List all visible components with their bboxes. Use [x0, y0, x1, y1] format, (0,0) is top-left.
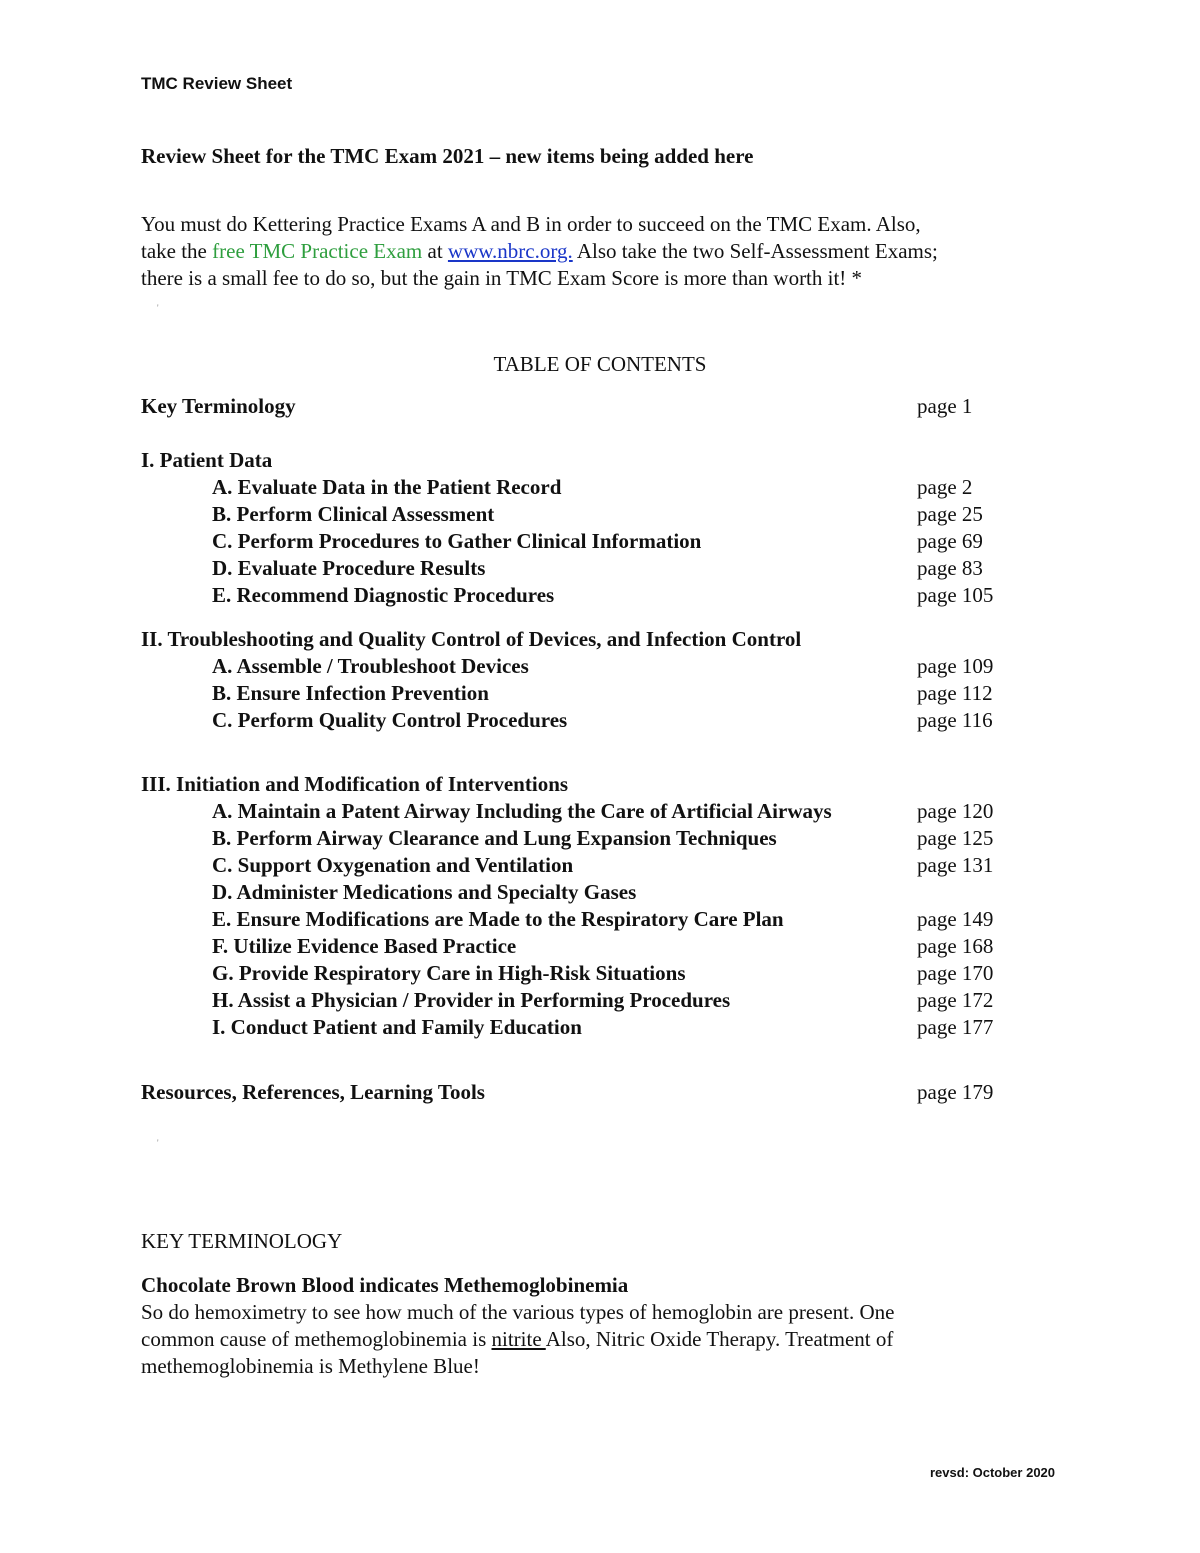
intro-line-2-post: Also take the two Self-Assessment Exams;	[572, 239, 938, 263]
toc-section-2	[0, 627, 1200, 654]
toc-label: C. Support Oxygenation and Ventilation	[212, 853, 574, 877]
intro-line-2-pre: take the	[141, 239, 213, 263]
toc-label: F. Utilize Evidence Based Practice	[212, 934, 517, 958]
page-header: TMC Review Sheet	[141, 74, 293, 93]
toc-row[interactable]	[0, 529, 1200, 556]
toc-label: D. Evaluate Procedure Results	[212, 556, 486, 580]
toc-label: G. Provide Respiratory Care in High-Risk Situations	[212, 961, 686, 985]
toc-row[interactable]	[0, 708, 1200, 735]
anchor-mark-1: '	[157, 303, 159, 313]
free-practice-exam-text: free TMC Practice Exam	[212, 239, 423, 263]
toc-page: page 125	[917, 826, 994, 850]
toc-row[interactable]	[0, 853, 1200, 880]
toc-section-label: III. Initiation and Modification of Interventions	[141, 772, 569, 796]
term-line-3: methemoglobinemia is Methylene Blue!	[141, 1354, 480, 1378]
term-title: Chocolate Brown Blood indicates Methemoglobinemia	[141, 1273, 629, 1297]
toc-row[interactable]	[0, 654, 1200, 681]
toc-row[interactable]	[0, 799, 1200, 826]
toc-page: page 120	[917, 799, 994, 823]
anchor-mark-2: '	[157, 1138, 159, 1148]
toc-title: TABLE OF CONTENTS	[493, 352, 707, 376]
toc-row[interactable]	[0, 907, 1200, 934]
toc-label: E. Ensure Modifications are Made to the Respiratory Care Plan	[212, 907, 784, 931]
toc-row-key-terminology[interactable]	[0, 394, 1200, 421]
term-line-2-post: Also, Nitric Oxide Therapy. Treatment of	[545, 1327, 894, 1351]
toc-row[interactable]	[0, 961, 1200, 988]
revision-footer: revsd: October 2020	[930, 1465, 1056, 1480]
toc-section-label: II. Troubleshooting and Quality Control of Devices, and Infection Control	[141, 627, 802, 651]
intro-line-1: You must do Kettering Practice Exams A and B in order to succeed on the TMC Exam. Also,	[141, 212, 921, 236]
toc-page: page 2	[917, 475, 973, 499]
toc-row[interactable]	[0, 1015, 1200, 1042]
toc-label: E. Recommend Diagnostic Procedures	[212, 583, 555, 607]
toc-row[interactable]	[0, 475, 1200, 502]
toc-page: page 112	[917, 681, 993, 705]
toc-page: page 1	[917, 394, 973, 418]
toc-label: I. Conduct Patient and Family Education	[212, 1015, 582, 1039]
toc-page: page 116	[917, 708, 993, 732]
intro-line-2-mid: at	[422, 239, 448, 263]
term-line-2	[141, 1327, 893, 1352]
toc-page: page 109	[917, 654, 994, 678]
toc-page: page 149	[917, 907, 994, 931]
nbrc-link[interactable]: www.nbrc.org.	[447, 239, 573, 263]
key-terminology-heading: KEY TERMINOLOGY	[141, 1229, 343, 1253]
intro-line-3: there is a small fee to do so, but the gain in TMC Exam Score is more than worth it! *	[141, 266, 863, 290]
toc-label: B. Perform Airway Clearance and Lung Expansion Techniques	[212, 826, 777, 850]
toc-page: page 170	[917, 961, 994, 985]
toc-page: page 131	[917, 853, 994, 877]
term-line-2-pre: common cause of methemoglobinemia is	[141, 1327, 492, 1351]
term-line-1: So do hemoximetry to see how much of the various types of hemoglobin are present. One	[141, 1300, 895, 1324]
toc-row[interactable]	[0, 583, 1200, 610]
toc-row[interactable]	[0, 934, 1200, 961]
toc-label: A. Maintain a Patent Airway Including the Care of Artificial Airways	[212, 799, 832, 823]
toc-label: C. Perform Procedures to Gather Clinical Information	[212, 529, 702, 553]
toc-row[interactable]	[0, 988, 1200, 1015]
toc-label: B. Perform Clinical Assessment	[212, 502, 495, 526]
toc-row-resources[interactable]	[0, 1080, 1200, 1107]
toc-page: page 105	[917, 583, 994, 607]
toc-page: page 83	[917, 556, 983, 580]
toc-page: page 25	[917, 502, 983, 526]
toc-label: Key Terminology	[141, 394, 296, 418]
toc-row[interactable]	[0, 681, 1200, 708]
toc-page: page 177	[917, 1015, 994, 1039]
toc-label: Resources, References, Learning Tools	[141, 1080, 485, 1104]
toc-label: A. Evaluate Data in the Patient Record	[212, 475, 562, 499]
toc-label: A. Assemble / Troubleshoot Devices	[212, 654, 529, 678]
toc-section-3	[0, 772, 1200, 799]
toc-label: H. Assist a Physician / Provider in Performing Procedures	[212, 988, 731, 1012]
toc-page: page 172	[917, 988, 994, 1012]
toc-section-1	[0, 448, 1200, 475]
toc-label: D. Administer Medications and Specialty Gases	[212, 880, 637, 904]
document-title: Review Sheet for the TMC Exam 2021 – new items being added here	[141, 144, 754, 168]
toc-section-label: I. Patient Data	[141, 448, 273, 472]
toc-row[interactable]	[0, 556, 1200, 583]
toc-page: page 179	[917, 1080, 994, 1104]
term-nitrite: nitrite	[491, 1327, 546, 1351]
toc-row[interactable]	[0, 502, 1200, 529]
toc-page: page 69	[917, 529, 983, 553]
toc-row[interactable]	[0, 880, 1200, 907]
toc-page: page 168	[917, 934, 994, 958]
intro-line-2	[141, 239, 938, 264]
toc-label: C. Perform Quality Control Procedures	[212, 708, 568, 732]
toc-label: B. Ensure Infection Prevention	[212, 681, 489, 705]
toc-row[interactable]	[0, 826, 1200, 853]
